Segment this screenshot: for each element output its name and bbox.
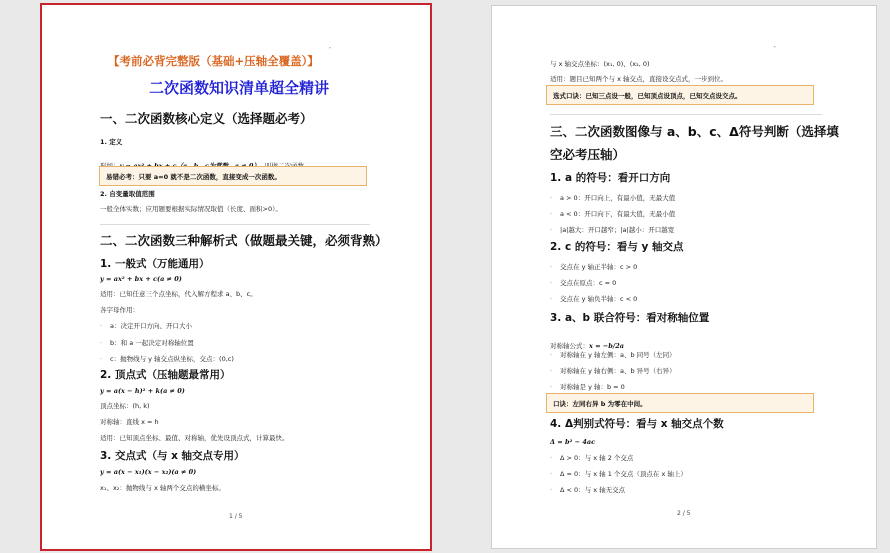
main-title: 二次函数知识清单超全精讲 [149, 79, 330, 97]
general-form-formula: y = ax² + bx + c(a ≠ 0) [100, 275, 182, 283]
list-item-text: 交点在 y 轴正半轴：c > 0 [560, 263, 638, 271]
ab-sign-heading: 3. a、b 联合符号：看对称轴位置 [550, 312, 710, 324]
list-item-text: 对称轴是 y 轴：b = 0 [560, 383, 625, 391]
list-item-text: 交点在 y 轴负半轴：c < 0 [560, 295, 638, 303]
list-item: · 对称轴在 y 轴左侧：a、b 同号（左同） [550, 351, 676, 359]
list-item: · 对称轴在 y 轴右侧：a、b 异号（右异） [550, 367, 676, 375]
list-item: · 交点在 y 轴正半轴：c > 0 [550, 263, 638, 271]
corner-mark: , [329, 43, 331, 50]
general-form-usage: 适用：已知任意三个点坐标，代入解方程求 a、b、c。 [100, 290, 257, 298]
discriminant-formula: Δ = b² − 4ac [550, 438, 596, 446]
divider [550, 114, 822, 115]
list-item: · b：和 a 一起决定对称轴位置 [100, 339, 194, 347]
list-item: · 对称轴是 y 轴：b = 0 [550, 383, 625, 391]
c-sign-heading: 2. c 的符号：看与 y 轴交点 [550, 241, 684, 253]
list-item-text: a > 0：开口向上，有最小值，无最大值 [560, 194, 676, 202]
vertex-coordinates: 顶点坐标：(h, k) [100, 402, 150, 410]
axis-formula-label: 对称轴公式： [550, 342, 589, 350]
list-item-text: 对称轴在 y 轴左侧：a、b 同号（左同） [560, 351, 676, 359]
list-item: · Δ = 0：与 x 轴 1 个交点（顶点在 x 轴上） [550, 470, 687, 478]
list-item: · Δ > 0：与 x 轴 2 个交点 [550, 454, 634, 462]
divider [100, 224, 370, 225]
list-item: · Δ < 0：与 x 轴无交点 [550, 486, 626, 494]
list-item-text: c：抛物线与 y 轴交点纵坐标，交点：(0,c) [110, 355, 234, 363]
highlight-form-choice-tip: 选式口诀：已知三点设一般，已知顶点设顶点，已知交点设交点。 [546, 85, 814, 105]
top-title: 【考前必背完整版（基础+压轴全覆盖）】 [108, 54, 319, 68]
list-item: · a：决定开口方向、开口大小 [100, 322, 192, 330]
list-item: · 交点在原点：c = 0 [550, 279, 617, 287]
vertex-form-formula: y = a(x − h)² + k(a ≠ 0) [100, 387, 185, 395]
vertex-axis: 对称轴：直线 x = h [100, 418, 159, 426]
a-sign-heading: 1. a 的符号：看开口方向 [550, 172, 671, 184]
intercept-points: 与 x 轴交点坐标：(x₁, 0)、(x₂, 0) [550, 60, 650, 68]
page-number: 2 / 5 [677, 510, 691, 517]
subheading-domain: 2. 自变量取值范围 [100, 190, 155, 198]
list-item-text: a：决定开口方向、开口大小 [110, 322, 192, 330]
domain-text: 一般全体实数；应用题要根据实际情况取值（长度、面积>0）。 [100, 205, 282, 213]
list-item-text: b：和 a 一起决定对称轴位置 [110, 339, 194, 347]
list-item: · a > 0：开口向上，有最小值，无最大值 [550, 194, 676, 202]
section-1-heading: 一、二次函数核心定义（选择题必考） [100, 111, 313, 126]
list-item-text: |a|越大：开口越窄；|a|越小：开口越宽 [560, 226, 675, 234]
list-item-text: 对称轴在 y 轴右侧：a、b 异号（右异） [560, 367, 676, 375]
highlight-mnemonic: 口诀：左同右异 b 为零在中间。 [546, 393, 814, 413]
corner-mark: , [774, 42, 776, 49]
intercept-usage: 适用：题目已知两个与 x 轴交点，直接设交点式，一步到位。 [550, 75, 727, 83]
section-3-heading-line1: 三、二次函数图像与 a、b、c、Δ符号判断（选择填 [550, 124, 839, 139]
list-item-text: Δ > 0：与 x 轴 2 个交点 [560, 454, 634, 462]
general-form-heading: 1. 一般式（万能通用） [100, 258, 210, 270]
vertex-form-heading: 2. 顶点式（压轴题最常用） [100, 369, 231, 381]
letters-role-label: 各字母作用： [100, 306, 139, 314]
section-2-heading: 二、二次函数三种解析式（做题最关键，必须背熟） [100, 233, 388, 248]
highlight-definition-note: 易错必考：只要 a=0 就不是二次函数，直接变成一次函数。 [99, 166, 367, 186]
list-item-text: 交点在原点：c = 0 [560, 279, 617, 287]
list-item-text: Δ = 0：与 x 轴 1 个交点（顶点在 x 轴上） [560, 470, 687, 478]
axis-formula: x = −b/2a [589, 342, 624, 350]
vertex-form-usage: 适用：已知顶点坐标、最值、对称轴，优先设顶点式，计算最快。 [100, 434, 289, 442]
document-page-2[interactable] [491, 5, 877, 549]
list-item: · c：抛物线与 y 轴交点纵坐标，交点：(0,c) [100, 355, 234, 363]
section-3-heading-line2: 空必考压轴） [550, 147, 626, 162]
intercept-form-heading: 3. 交点式（与 x 轴交点专用） [100, 450, 245, 462]
subheading-definition: 1. 定义 [100, 138, 123, 146]
intercept-form-formula: y = a(x − x₁)(x − x₂)(a ≠ 0) [100, 468, 197, 476]
document-page-1[interactable] [40, 3, 432, 551]
intercept-form-note: x₁、x₂：抛物线与 x 轴两个交点的横坐标。 [100, 484, 225, 492]
list-item: · |a|越大：开口越窄；|a|越小：开口越宽 [550, 226, 675, 234]
list-item-text: Δ < 0：与 x 轴无交点 [560, 486, 626, 494]
page-number: 1 / 5 [229, 513, 243, 520]
discriminant-heading: 4. Δ判别式符号：看与 x 轴交点个数 [550, 418, 724, 430]
list-item: · 交点在 y 轴负半轴：c < 0 [550, 295, 638, 303]
list-item-text: a < 0：开口向下，有最大值，无最小值 [560, 210, 676, 218]
list-item: · a < 0：开口向下，有最大值，无最小值 [550, 210, 676, 218]
